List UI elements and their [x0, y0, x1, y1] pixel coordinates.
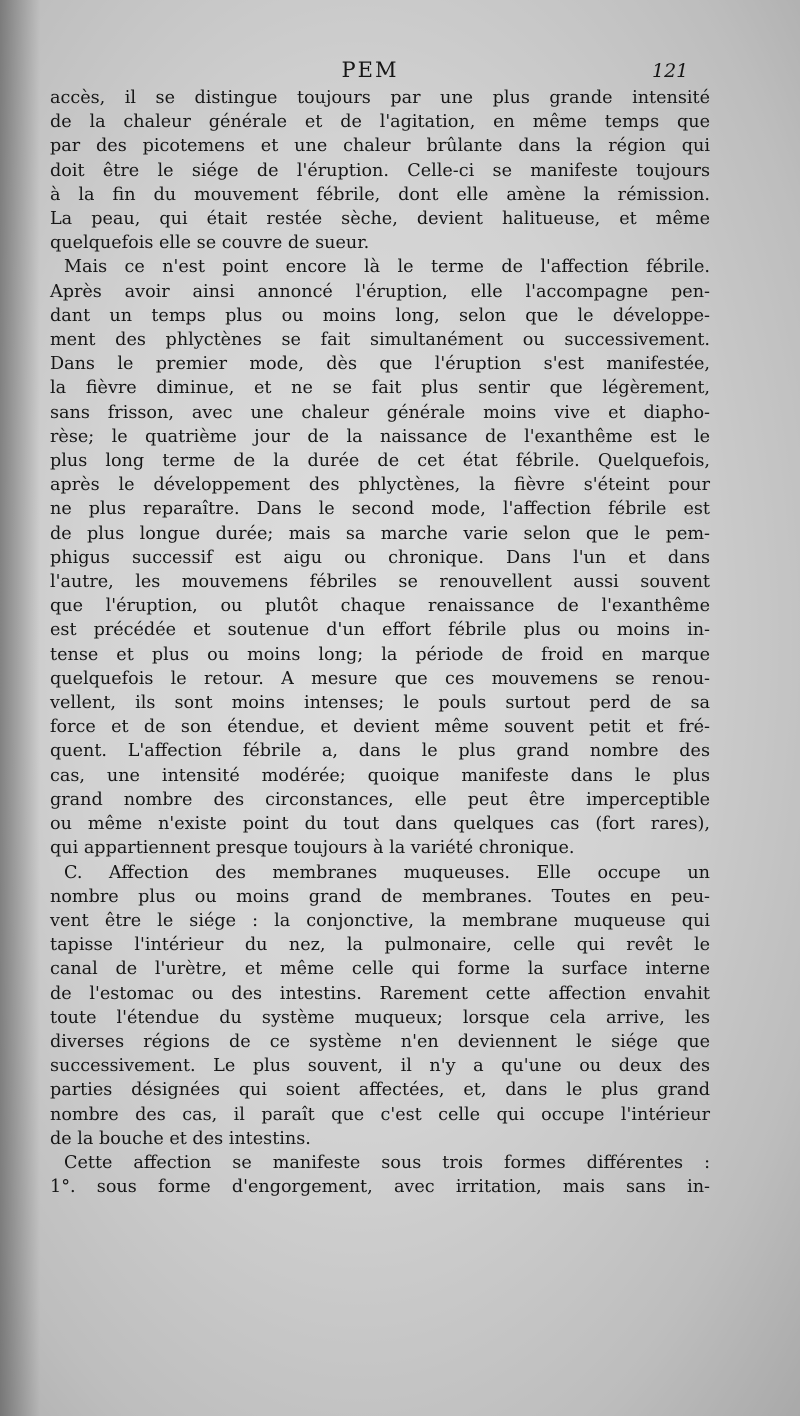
text-line: de l'estomac ou des intestins. Rarement cette affection envahit [50, 983, 710, 1004]
text-line: diverses régions de ce système n'en deviennent le siége que [50, 1031, 710, 1052]
text-line: grand nombre des circonstances, elle peut être imperceptible [50, 789, 710, 810]
text-line: successivement. Le plus souvent, il n'y a qu'une ou deux des [50, 1056, 710, 1077]
text-line: est précédée et soutenue d'un effort fébrile plus ou moins in- [50, 620, 710, 641]
text-line: la fièvre diminue, et ne se fait plus sentir que légèrement, [50, 378, 710, 399]
text-line: tapisse l'intérieur du nez, la pulmonaire, celle qui revêt le [50, 935, 710, 956]
text-line: de la chaleur générale et de l'agitation, en même temps que [50, 112, 710, 133]
running-head-title: PEM [341, 58, 399, 82]
text-line: qui appartiennent presque toujours à la variété chronique. [50, 838, 575, 859]
text-line: quent. L'affection fébrile a, dans le plus grand nombre des [50, 741, 710, 762]
text-line: doit être le siége de l'éruption. Celle-ci se manifeste toujours [50, 160, 710, 181]
text-line: quelquefois elle se couvre de sueur. [50, 233, 370, 254]
text-line: C. Affection des membranes muqueuses. Elle occupe un [64, 862, 710, 883]
text-line: à la fin du mouvement fébrile, dont elle amène la rémission. [50, 184, 710, 205]
binding-shadow [0, 0, 40, 1416]
text-line: ne plus reparaître. Dans le second mode, l'affection fébrile est [50, 499, 710, 520]
text-line: par des picotemens et une chaleur brûlante dans la région qui [50, 136, 710, 157]
text-line: vent être le siége : la conjonctive, la membrane muqueuse qui [50, 910, 710, 931]
text-line: La peau, qui était restée sèche, devient halitueuse, et même [50, 209, 710, 230]
text-line: cas, une intensité modérée; quoique manifeste dans le plus [50, 765, 710, 786]
text-line: quelquefois le retour. A mesure que ces mouvemens se renou- [50, 668, 710, 689]
text-line: force et de son étendue, et devient même souvent petit et fré- [50, 717, 710, 738]
text-line: ou même n'existe point du tout dans quelques cas (fort rares), [50, 814, 710, 835]
text-line: Après avoir ainsi annoncé l'éruption, elle l'accompagne pen- [50, 281, 710, 302]
text-line: après le développement des phlyctènes, la fièvre s'éteint pour [50, 475, 710, 496]
text-line: nombre plus ou moins grand de membranes. Toutes en peu- [50, 886, 710, 907]
text-line: ment des phlyctènes se fait simultanément ou successivement. [50, 330, 710, 351]
text-line: phigus successif est aigu ou chronique. Dans l'un et dans [50, 547, 710, 568]
text-line: Mais ce n'est point encore là le terme de l'affection fébrile. [64, 257, 710, 278]
text-line: sans frisson, avec une chaleur générale moins vive et diapho- [50, 402, 710, 423]
text-line: nombre des cas, il paraît que c'est celle qui occupe l'intérieur [50, 1104, 710, 1125]
body-text [50, 86, 710, 1199]
text-line: dant un temps plus ou moins long, selon que le développe- [50, 305, 710, 326]
text-line: plus long terme de la durée de cet état fébrile. Quelquefois, [50, 451, 710, 472]
page-number: 121 [652, 60, 689, 82]
text-line: de la bouche et des intestins. [50, 1128, 311, 1149]
text-line: l'autre, les mouvemens fébriles se renouvellent aussi souvent [50, 572, 710, 593]
text-line: de plus longue durée; mais sa marche varie selon que le pem- [50, 523, 710, 544]
text-line: que l'éruption, ou plutôt chaque renaissance de l'exanthême [50, 596, 710, 617]
text-line: rèse; le quatrième jour de la naissance de l'exanthême est le [50, 426, 710, 447]
text-line: parties désignées qui soient affectées, et, dans le plus grand [50, 1080, 710, 1101]
text-line: tense et plus ou moins long; la période de froid en marque [50, 644, 710, 665]
text-line: vellent, ils sont moins intenses; le pouls surtout perd de sa [50, 693, 710, 714]
text-line: 1°. sous forme d'engorgement, avec irritation, mais sans in- [50, 1177, 710, 1198]
text-line: accès, il se distingue toujours par une plus grande intensité [50, 88, 710, 108]
text-line: canal de l'urètre, et même celle qui forme la surface interne [50, 959, 710, 980]
text-line: Cette affection se manifeste sous trois formes différentes : [64, 1152, 710, 1173]
text-line: toute l'étendue du système muqueux; lorsque cela arrive, les [50, 1007, 710, 1028]
text-line: Dans le premier mode, dès que l'éruption s'est manifestée, [50, 354, 710, 375]
